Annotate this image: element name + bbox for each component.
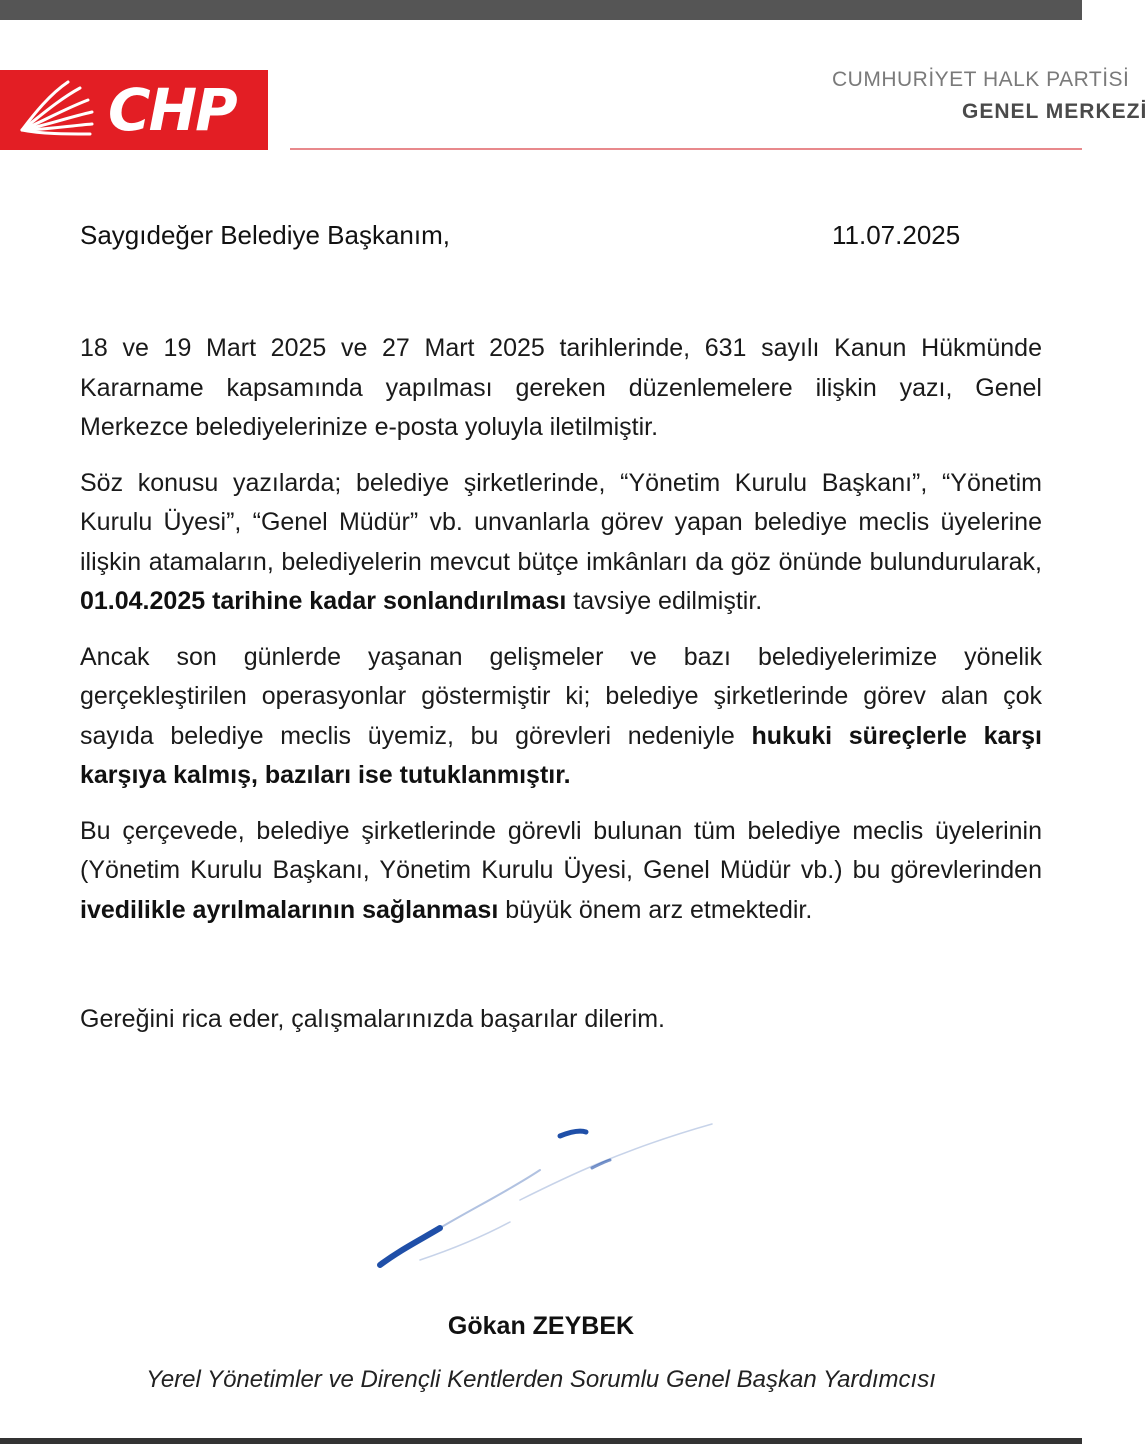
- logo-text: CHP: [108, 76, 236, 144]
- chp-logo: [0, 70, 268, 150]
- paragraph-4-text: Bu çerçevede, belediye şirketlerinde görevli bulunan tüm belediye meclis üyelerinin (Yönetim Kurulu Başkanı, Yönetim Kurulu Üyesi, Genel Müdür vb.) bu görevlerinden: [80, 816, 1042, 884]
- letter-date: 11.07.2025: [832, 220, 961, 250]
- paragraph-1: [80, 329, 1042, 448]
- paragraph-2-text: Söz konusu yazılarda; belediye şirketlerinde, “Yönetim Kurulu Başkanı”, “Yönetim Kurulu Üyesi”, “Genel Müdür” vb. unvanlarla görev yapan belediye meclis üyelerine ilişkin atamaların, belediyelerin mevcut bütçe imkânları da göz önünde bulundurularak,: [80, 468, 1042, 576]
- paragraph-3-text: Ancak son günlerde yaşanan gelişmeler ve bazı belediyelerimize yönelik gerçekleştirilen operasyonlar göstermiştir ki; belediye şirketlerinde görev alan çok sayıda belediye meclis üyemiz, bu görevleri nedeniyle: [80, 642, 1042, 750]
- paragraph-3-bold: hukuki süreçlerle karşı karşıya kalmış, bazıları ise tutuklanmıştır.: [80, 721, 1043, 789]
- paragraph-3: [80, 638, 1042, 796]
- paragraph-2-tail: tavsiye edilmiştir.: [566, 587, 763, 615]
- org-name: CUMHURİYET HALK PARTİSİ: [832, 68, 1130, 91]
- paragraph-4: [80, 812, 1042, 931]
- header-divider: [290, 148, 1082, 150]
- signer-name: Gökan ZEYBEK: [447, 1312, 635, 1340]
- six-arrows-icon: [8, 78, 98, 142]
- signature-scribble: [360, 1110, 740, 1280]
- salutation: Saygıdeğer Belediye Başkanım,: [80, 220, 450, 250]
- top-frame-bar: [0, 0, 1082, 20]
- paragraph-2: [80, 464, 1042, 622]
- bottom-frame-bar: [0, 1438, 1082, 1444]
- org-subtitle: GENEL MERKEZİ: [962, 100, 1147, 123]
- closing-line: Gereğini rica eder, çalışmalarınızda başarılar dilerim.: [80, 1005, 665, 1033]
- paragraph-4-bold: ivedilikle ayrılmalarının sağlanması: [80, 895, 499, 924]
- paragraph-1-text: 18 ve 19 Mart 2025 ve 27 Mart 2025 tarihlerinde, 631 sayılı Kanun Hükmünde Kararname kapsamında yapılması gereken düzenlemelere ilişkin yazı, Genel Merkezce belediyelerinize e-posta yoluyla iletilmiştir.: [80, 334, 1042, 441]
- signer-title: Yerel Yönetimler ve Dirençli Kentlerden Sorumlu Genel Başkan Yardımcısı: [146, 1366, 936, 1393]
- paragraph-4-tail: büyük önem arz etmektedir.: [498, 895, 813, 924]
- paragraph-2-bold: 01.04.2025 tarihine kadar sonlandırılması: [80, 587, 567, 615]
- letter-body: [80, 329, 1042, 946]
